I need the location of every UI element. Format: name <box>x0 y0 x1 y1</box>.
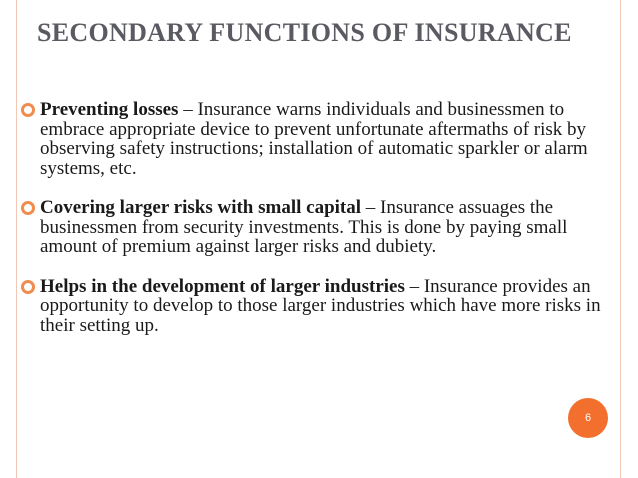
bullet-list <box>20 100 615 355</box>
page-number-badge: 6 <box>568 398 608 438</box>
bullet-text: – Insurance warns individuals and businessmen to embrace appropriate device to prevent unfortunate aftermaths of risk by observing safety instructions; installation of automatic sparkler or alarm systems, etc. <box>40 99 588 179</box>
bullet-text: – Insurance assuages the businessmen from security investments. This is done by paying small amount of premium against larger risks and dubiety. <box>40 197 568 257</box>
bullet-ring-icon <box>21 280 35 294</box>
bullet-text: – Insurance provides an opportunity to develop to those larger industries which have more risks in their setting up. <box>40 275 601 336</box>
slide-title: SECONDARY FUNCTIONS OF INSURANCE <box>37 18 572 47</box>
bullet-ring-icon <box>21 103 35 117</box>
bullet-ring-icon <box>21 201 35 215</box>
bullet-heading: Preventing losses <box>40 99 179 120</box>
bullet-heading: Helps in the development of larger industries <box>40 275 405 297</box>
bullet-item <box>20 100 615 178</box>
bullet-heading: Covering larger risks with small capital <box>40 197 362 218</box>
bullet-item <box>20 198 615 257</box>
bullet-item <box>20 277 615 336</box>
